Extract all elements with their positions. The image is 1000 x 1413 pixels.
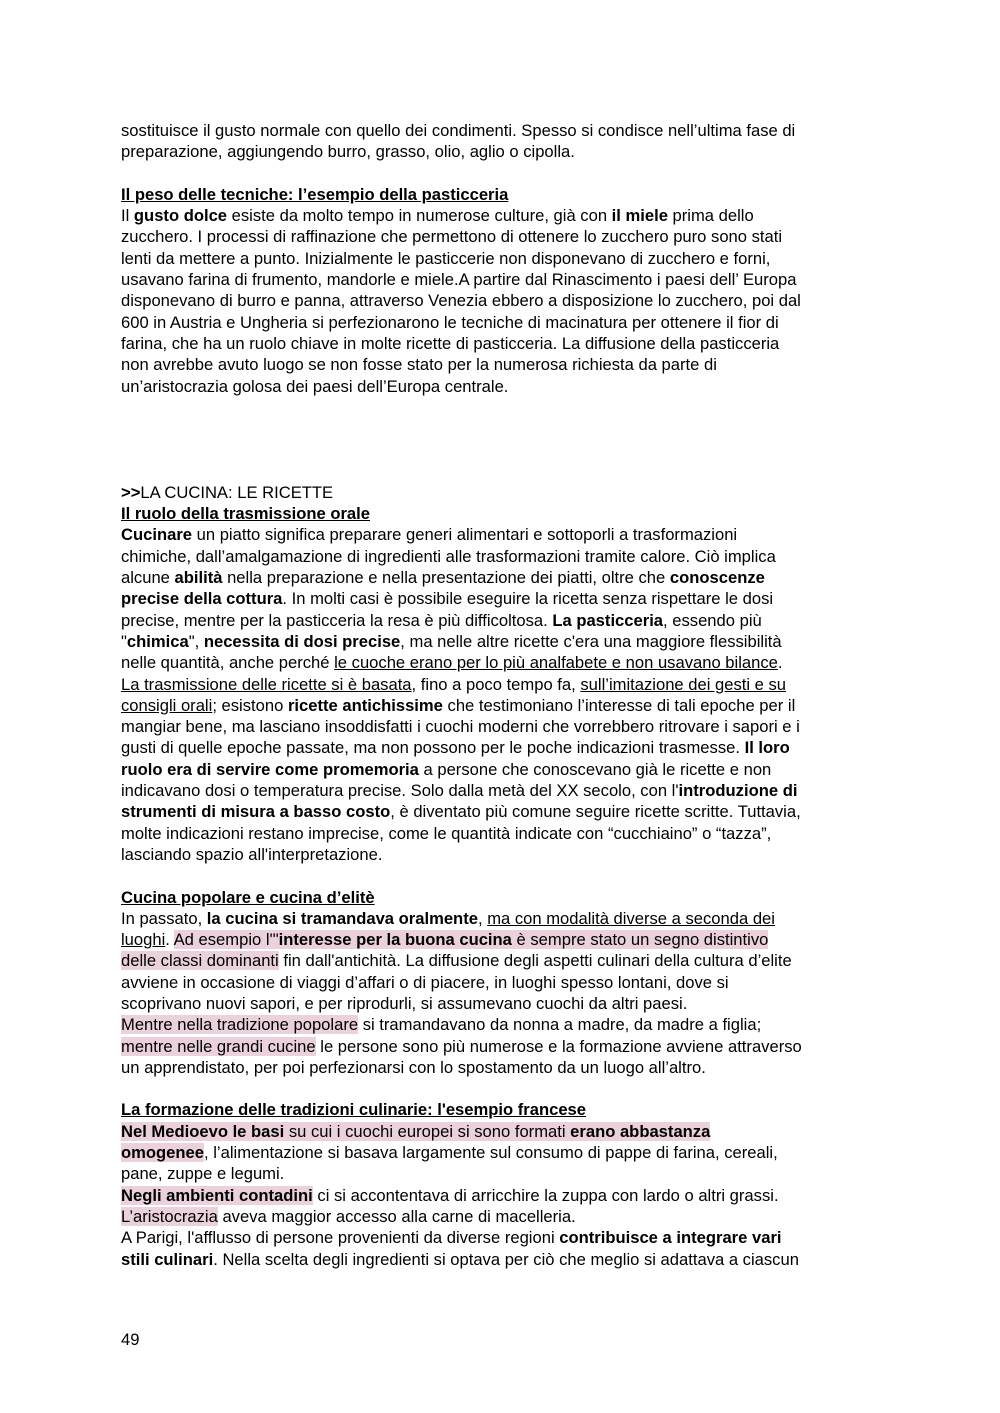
text-line: La trasmissione delle ricette si è basata, fino a poco tempo fa, sull’imitazione dei gesti e su: [121, 674, 787, 694]
heading-trasmissione-orale: Il ruolo della trasmissione orale: [121, 504, 370, 524]
text-line: ruolo era di servire come promemoria a persone che conoscevano già le ricette e non: [121, 759, 772, 779]
text-line: alcune abilità nella preparazione e nella presentazione dei piatti, oltre che conoscenze: [121, 568, 765, 588]
text-line: scoprivano nuovi sapori, e per riprodurli, si assumevano cuochi da altri paesi.: [121, 993, 688, 1013]
text-line: precise, mentre per la pasticceria la resa è più difficoltosa. La pasticceria, essendo più: [121, 610, 762, 630]
text-line: 600 in Austria e Ungheria si perfezionarono le tecniche di macinatura per ottenere il fior di: [121, 312, 779, 332]
heading-cucina-popolare: Cucina popolare e cucina d’elitè: [121, 887, 375, 907]
text-line: gusti di quelle epoche passate, ma non possono per le poche indicazioni trasmesse. Il loro: [121, 738, 790, 758]
text-line: Cucinare un piatto significa preparare generi alimentari e sottoporli a trasformazioni: [121, 525, 738, 545]
text-line: nelle quantità, anche perché le cuoche erano per lo più analfabete e non usavano bilance.: [121, 653, 783, 673]
text-line: Il gusto dolce esiste da molto tempo in numerose culture, già con il miele prima dello: [121, 206, 754, 226]
text-line: molte indicazioni restano imprecise, come le quantità indicate con “cucchiaino” o “tazza”,: [121, 823, 772, 843]
text-line: Nel Medioevo le basi su cui i cuochi europei si sono formati erano abbastanza: [121, 1121, 711, 1141]
text-line: un apprendistato, per poi perfezionarsi con lo spostamento da un luogo all’altro.: [121, 1057, 706, 1077]
text-line: omogenee, l’alimentazione si basava largamente sul consumo di pappe di farina, cereali,: [121, 1143, 778, 1163]
text-line: precise della cottura. In molti casi è possibile eseguire la ricetta senza rispettare le dosi: [121, 589, 774, 609]
heading-tecniche: Il peso delle tecniche: l’esempio della pasticceria: [121, 184, 509, 204]
text-line: A Parigi, l'afflusso di persone provenienti da diverse regioni contribuisce a integrare vari: [121, 1228, 782, 1248]
paragraph-intro: [121, 120, 886, 163]
text-line: zucchero. I processi di raffinazione che permettono di ottenere lo zucchero puro sono stati: [121, 227, 783, 247]
paragraph-trasmissione-orale: [121, 524, 886, 865]
text-line: delle classi dominanti fin dall'antichità. La diffusione degli aspetti culinari della cultura d’elite: [121, 951, 792, 971]
text-line: stili culinari. Nella scelta degli ingredienti si optava per ciò che meglio si adattava a ciascun: [121, 1249, 799, 1269]
text-line: pane, zuppe e legumi.: [121, 1164, 285, 1184]
text-line: mangiar bene, ma lasciano insoddisfatti i cuochi moderni che vorrebbero ritrovare i sapori e i: [121, 717, 800, 737]
text-line: Negli ambienti contadini ci si accontentava di arricchire la zuppa con lardo o altri grassi.: [121, 1185, 779, 1205]
paragraph-tecniche: [121, 205, 886, 397]
section-title: >>LA CUCINA: LE RICETTE: [121, 482, 334, 502]
paragraph-cucina-popolare: [121, 908, 886, 1078]
text-line: "chimica", necessita di dosi precise, ma nelle altre ricette c'era una maggiore flessibilità: [121, 631, 782, 651]
text-line: indicavano dosi o temperatura precise. Solo dalla metà del XX secolo, con l'introduzione di: [121, 781, 798, 801]
text-line: non avrebbe avuto luogo se non fosse stato per la numerosa richiesta da parte di: [121, 355, 717, 375]
text-line: In passato, la cucina si tramandava oralmente, ma con modalità diverse a seconda dei: [121, 908, 775, 928]
text-line: usavano farina di frumento, mandorle e miele.A partire dal Rinascimento i paesi dell’ Europa: [121, 270, 797, 290]
text-line: sostituisce il gusto normale con quello dei condimenti. Spesso si condisce nell’ultima fase di: [121, 121, 796, 140]
text-line: chimiche, dall’amalgamazione di ingredienti alle trasformazioni tramite calore. Ciò implica: [121, 546, 776, 566]
text-line: Mentre nella tradizione popolare si tramandavano da nonna a madre, da madre a figlia;: [121, 1015, 762, 1035]
text-line: avviene in occasione di viaggi d’affari o di piacere, in luoghi spesso lontani, dove si: [121, 972, 729, 992]
text-line: consigli orali; esistono ricette antichissime che testimoniano l’interesse di tali epoche per il: [121, 695, 796, 715]
text-line: mentre nelle grandi cucine le persone sono più numerose e la formazione avviene attraverso: [121, 1036, 802, 1056]
text-line: disponevano di burro e panna, attraverso Venezia ebbero a disposizione lo zucchero, poi dal: [121, 291, 801, 311]
text-line: lasciando spazio all'interpretazione.: [121, 844, 383, 864]
text-line: farina, che ha un ruolo chiave in molte ricette di pasticceria. La diffusione della pasticceria: [121, 333, 780, 353]
document-page: [121, 120, 886, 1270]
text-line: L’aristocrazia aveva maggior accesso alla carne di macelleria.: [121, 1206, 576, 1226]
paragraph-tradizioni-francesi: [121, 1121, 886, 1270]
page-number: 49: [121, 1330, 140, 1349]
text-line: lenti da mettere a punto. Inizialmente le pasticcerie non disponevano di zucchero e forni,: [121, 248, 771, 268]
text-line: preparazione, aggiungendo burro, grasso, olio, aglio o cipolla.: [121, 142, 575, 162]
heading-tradizioni-francesi: La formazione delle tradizioni culinarie: l'esempio francese: [121, 1100, 587, 1120]
section-marker: >>: [121, 482, 141, 502]
text-line: luoghi. Ad esempio l'"interesse per la buona cucina è sempre stato un segno distintivo: [121, 930, 769, 950]
text-line: un’aristocrazia golosa dei paesi dell’Europa centrale.: [121, 376, 509, 396]
text-line: strumenti di misura a basso costo, è diventato più comune seguire ricette scritte. Tuttavia,: [121, 802, 801, 822]
